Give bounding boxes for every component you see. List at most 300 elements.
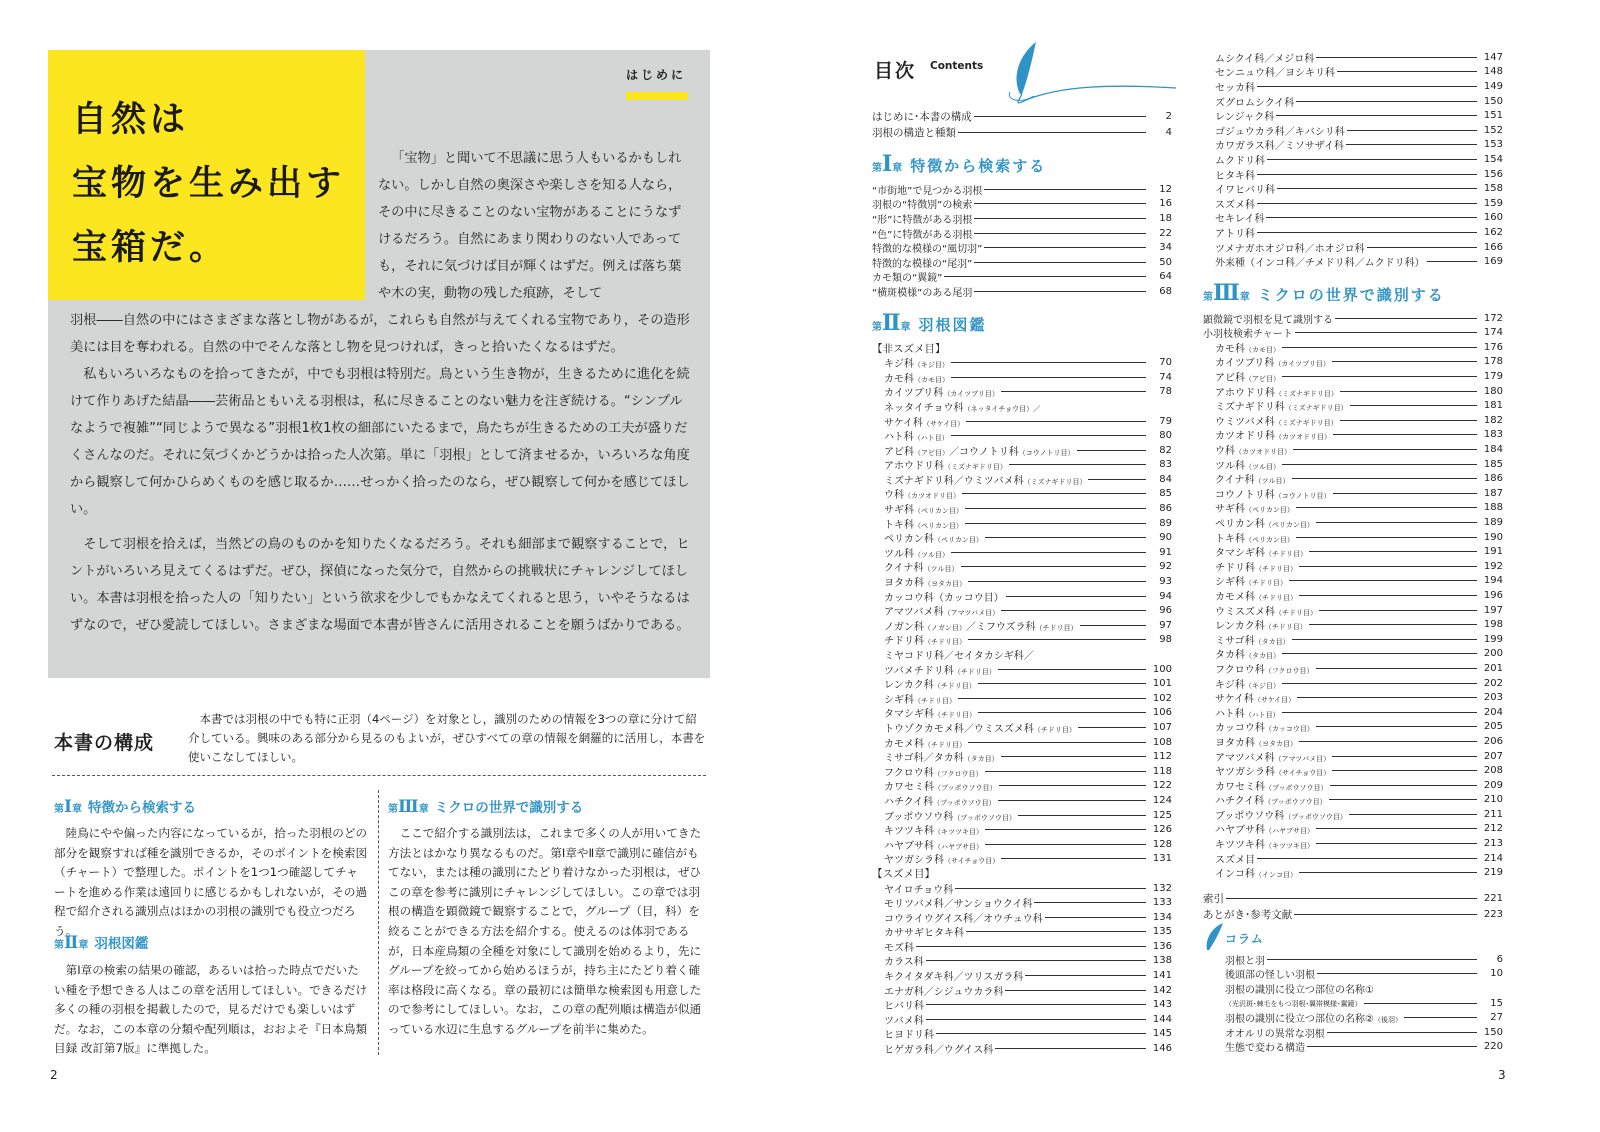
toc-entry-order: （キツツキ目） xyxy=(1265,842,1314,851)
toc-leader-line xyxy=(1307,1046,1477,1047)
toc-leader-line xyxy=(999,785,1146,786)
toc-entry-label: ハト科（ハト目） xyxy=(884,432,949,444)
toc-leader-line xyxy=(962,493,1146,494)
toc-chapter-heading xyxy=(872,146,1172,182)
chapter-title: 羽根図鑑 xyxy=(918,315,987,334)
toc-entry-page: 107 xyxy=(1152,721,1172,733)
toc-entry[interactable] xyxy=(872,385,1172,400)
toc-entry[interactable] xyxy=(1203,181,1503,196)
toc-entry-label: コウライウグイス科／オウチュウ科 xyxy=(884,913,1043,925)
toc-entry[interactable] xyxy=(872,574,1172,589)
toc-entry-order: （ペリカン目） xyxy=(1245,506,1294,515)
toc-leader-line xyxy=(1347,130,1477,131)
toc-entry-label: “色”に特徴がある羽根 xyxy=(872,229,973,241)
toc-entry-order: （サケイ目） xyxy=(922,419,965,428)
toc-entry[interactable] xyxy=(1203,720,1503,735)
toc-entry[interactable] xyxy=(1203,225,1503,240)
toc-entry[interactable] xyxy=(1203,906,1503,922)
toc-entry[interactable] xyxy=(872,662,1172,677)
toc-entry-page: 125 xyxy=(1152,809,1172,821)
section-tag-underline xyxy=(626,92,688,100)
toc-entry[interactable] xyxy=(1203,981,1503,996)
toc-entry-label: あとがき･参考文献 xyxy=(1203,908,1293,921)
toc-entry[interactable] xyxy=(872,939,1172,954)
toc-entry-order: （チドリ目） xyxy=(1255,593,1297,602)
toc-entry-order: （チドリ目） xyxy=(1035,623,1078,632)
toc-entry[interactable] xyxy=(872,925,1172,940)
toc-entry[interactable] xyxy=(1203,705,1503,720)
toc-entry[interactable] xyxy=(872,983,1172,998)
toc-entry-label: ネッタイチョウ科（ネッタイチョウ目）／ xyxy=(884,402,1041,414)
toc-entry[interactable] xyxy=(1203,442,1503,457)
toc-entry[interactable] xyxy=(1203,398,1503,413)
section-tag: はじめに xyxy=(626,68,687,82)
toc-entry[interactable] xyxy=(1203,890,1503,906)
toc-entry-page: 223 xyxy=(1483,908,1503,920)
toc-entry-page: 144 xyxy=(1152,1013,1172,1025)
toc-entry[interactable] xyxy=(872,779,1172,794)
toc-entry-order: （ミズナギドリ目） xyxy=(1023,477,1087,486)
toc-entry[interactable] xyxy=(872,910,1172,925)
chapter-suffix: 章 xyxy=(1239,291,1250,303)
toc-entry-label: カモ科（カモ目） xyxy=(1215,343,1280,355)
toc-entry[interactable] xyxy=(1203,676,1503,691)
toc-leader-line xyxy=(1427,261,1477,262)
toc-entry-order: （ブッポウソウ目） xyxy=(953,813,1016,822)
toc-entry[interactable] xyxy=(1203,196,1503,211)
toc-entry-page: 138 xyxy=(1152,955,1172,967)
toc-entry-order: （ツル目） xyxy=(914,550,949,559)
toc-entry[interactable] xyxy=(872,793,1172,808)
toc-leader-line xyxy=(1333,493,1478,494)
toc-entry[interactable] xyxy=(1203,369,1503,384)
toc-leader-line xyxy=(1330,785,1477,786)
toc-entry[interactable] xyxy=(872,270,1172,285)
toc-entry-page: 202 xyxy=(1483,677,1503,689)
toc-entry[interactable] xyxy=(872,1041,1172,1056)
toc-leader-line xyxy=(974,262,1146,263)
toc-entry[interactable] xyxy=(1203,311,1503,326)
toc-entry[interactable] xyxy=(1203,254,1503,269)
toc-entry-page: 154 xyxy=(1483,153,1503,165)
toc-entry-page: 34 xyxy=(1159,242,1172,254)
toc-entry[interactable] xyxy=(1203,501,1503,516)
toc-entry[interactable] xyxy=(1203,617,1503,632)
toc-entry[interactable] xyxy=(1203,559,1503,574)
toc-entry-order: （チドリ目） xyxy=(1033,725,1076,734)
toc-entry[interactable] xyxy=(872,487,1172,502)
toc-entry[interactable] xyxy=(872,895,1172,910)
toc-entry[interactable] xyxy=(1203,1040,1503,1055)
toc-entry-order: （カモ目） xyxy=(1245,345,1280,354)
toc-entry-label: シギ科（チドリ目） xyxy=(884,694,956,706)
toc-entry-label: 外来種（インコ科／チメドリ科／ムクドリ科） xyxy=(1215,258,1425,270)
toc-leader-line xyxy=(1277,188,1477,189)
toc-entry[interactable] xyxy=(872,1027,1172,1042)
toc-entry-page: 182 xyxy=(1483,414,1503,426)
toc-entry-page: 142 xyxy=(1152,984,1172,996)
toc-entry-order: （ブッポウソウ目） xyxy=(1265,783,1328,792)
toc-entry[interactable] xyxy=(872,472,1172,487)
toc-entry-page: 206 xyxy=(1483,735,1503,747)
toc-entry-order: （ハト目） xyxy=(1244,710,1280,719)
toc-entry-page: 210 xyxy=(1483,794,1503,806)
toc-entry-order: （ペリカン目） xyxy=(1264,521,1314,530)
toc-entry[interactable] xyxy=(1203,152,1503,167)
toc-leader-line xyxy=(965,523,1146,524)
toc-entry[interactable] xyxy=(872,197,1172,212)
toc-leader-line xyxy=(1335,318,1477,319)
toc-entry-page: 112 xyxy=(1152,751,1172,763)
toc-entry-label: モリツバメ科／サンショウクイ科 xyxy=(884,899,1033,911)
page-number-right: 3 xyxy=(1498,1068,1506,1082)
chapter-title: 特徴から検索する xyxy=(910,157,1047,175)
toc-entry-order: （ミズナギドリ目） xyxy=(1275,389,1338,398)
toc-entry[interactable] xyxy=(872,822,1172,837)
toc-entry[interactable] xyxy=(1203,778,1503,793)
toc-entry[interactable] xyxy=(872,530,1172,545)
toc-entry[interactable] xyxy=(1203,690,1503,705)
toc-leader-line xyxy=(995,1048,1146,1049)
toc-entry-page: 151 xyxy=(1483,110,1503,122)
toc-leader-line xyxy=(985,537,1146,538)
toc-entry[interactable] xyxy=(1203,1025,1503,1040)
toc-entry-label: ハチクイ科（ブッポウソウ目） xyxy=(1215,796,1327,808)
toc-entry[interactable] xyxy=(872,954,1172,969)
toc-entry-label: サギ科（ペリカン目） xyxy=(884,505,963,517)
toc-entry[interactable] xyxy=(872,603,1172,618)
toc-entry-order: （カモ目） xyxy=(914,375,949,384)
toc-entry-order: （サケイ目） xyxy=(1253,696,1296,705)
toc-entry[interactable] xyxy=(872,997,1172,1012)
toc-entry-label: セッカ科 xyxy=(1215,82,1255,94)
toc-entry-page: 10 xyxy=(1490,968,1503,980)
toc-entry[interactable] xyxy=(872,852,1172,867)
toc-entry-label: “市街地”で見つかる羽根 xyxy=(872,185,983,197)
toc-entry-page: 187 xyxy=(1483,487,1503,499)
toc-leader-line xyxy=(1045,917,1146,918)
toc-entry-label: 羽根の“特徴別”の検索 xyxy=(872,200,973,212)
toc-entry[interactable] xyxy=(872,414,1172,429)
toc-entry-page: 152 xyxy=(1483,124,1503,136)
toc-leader-line xyxy=(1316,726,1477,727)
toc-entry[interactable] xyxy=(1203,967,1503,982)
toc-entry[interactable] xyxy=(1203,240,1503,255)
toc-entry-label: 特徴的な模様の“風切羽” xyxy=(872,244,983,256)
toc-entry-label: ハト科（ハト目） xyxy=(1215,708,1280,720)
toc-subtitle: Contents xyxy=(930,60,984,72)
toc-entry[interactable] xyxy=(872,255,1172,270)
toc-entry[interactable] xyxy=(872,399,1172,414)
toc-entry-order: （アマツバメ目） xyxy=(943,609,1000,618)
toc-entry-label: カモ科（カモ目） xyxy=(884,373,949,385)
toc-entry-label: ムクドリ科 xyxy=(1215,155,1265,167)
toc-entry[interactable] xyxy=(1203,836,1503,851)
toc-entry-page: 93 xyxy=(1159,576,1172,588)
toc-entry-label: サケイ科（サケイ目） xyxy=(884,417,965,429)
toc-entry-page: 97 xyxy=(1159,619,1172,631)
toc-entry[interactable] xyxy=(872,647,1172,662)
toc-leader-line xyxy=(1006,596,1146,597)
toc-entry[interactable] xyxy=(1203,574,1503,589)
toc-leader-line xyxy=(998,669,1146,670)
toc-entry[interactable] xyxy=(1203,530,1503,545)
toc-entry-order: （サイチョウ目） xyxy=(1275,769,1331,778)
chapter-number: Ⅱ xyxy=(882,309,901,336)
toc-entry-label: タカ科（タカ目） xyxy=(1215,650,1280,662)
toc-entry-label: ペリカン科（ペリカン目） xyxy=(884,534,983,546)
toc-entry[interactable] xyxy=(1203,457,1503,472)
toc-entry[interactable] xyxy=(872,618,1172,633)
chapter-suffix: 章 xyxy=(900,321,911,333)
toc-entry-page: 143 xyxy=(1152,999,1172,1011)
toc-entry-page: 150 xyxy=(1483,95,1503,107)
toc-leader-line xyxy=(1294,914,1477,915)
toc-entry-label: ムシクイ科／メジロ科 xyxy=(1215,53,1315,65)
toc-entry[interactable] xyxy=(872,749,1172,764)
toc-entry-order: （チドリ目） xyxy=(914,696,956,705)
toc-entry[interactable] xyxy=(872,706,1172,721)
toc-entry-page: 158 xyxy=(1483,183,1503,195)
toc-entry-label: ツバメ科 xyxy=(884,1015,924,1027)
toc-entry[interactable] xyxy=(872,866,1172,881)
toc-entry-label: 【非スズメ目】 xyxy=(872,342,946,355)
toc-entry[interactable] xyxy=(872,735,1172,750)
toc-entry[interactable] xyxy=(1203,428,1503,443)
toc-entry[interactable] xyxy=(1203,851,1503,866)
toc-entry[interactable] xyxy=(872,764,1172,779)
toc-entry[interactable] xyxy=(872,226,1172,241)
toc-entry-order: （カツオドリ目） xyxy=(904,492,960,501)
toc-leader-line xyxy=(1346,144,1477,145)
toc-entry[interactable] xyxy=(1203,167,1503,182)
toc-entry[interactable] xyxy=(1203,79,1503,94)
toc-entry-page: 79 xyxy=(1159,415,1172,427)
toc-entry-page: 205 xyxy=(1483,721,1503,733)
toc-leader-line xyxy=(1001,858,1146,859)
toc-entry-label: ミサゴ科（タカ目） xyxy=(1215,635,1290,647)
toc-entry-page: 188 xyxy=(1483,502,1503,514)
toc-entry[interactable] xyxy=(1203,413,1503,428)
toc-entry-label: ハヤブサ科（ハヤブサ目） xyxy=(1215,825,1314,837)
toc-entry[interactable] xyxy=(1203,632,1503,647)
toc-entry[interactable] xyxy=(1203,865,1503,880)
toc-entry-label: カモメ科（チドリ目） xyxy=(884,738,966,750)
toc-entry[interactable] xyxy=(1203,471,1503,486)
toc-entry[interactable] xyxy=(1203,807,1503,822)
toc-entry[interactable] xyxy=(872,182,1172,197)
toc-entry[interactable] xyxy=(1203,486,1503,501)
toc-entry-page: 91 xyxy=(1159,546,1172,558)
chapter-prefix: 第 xyxy=(872,163,882,174)
toc-leader-line xyxy=(1088,479,1146,480)
toc-entry-page: 136 xyxy=(1152,940,1172,952)
toc-entry[interactable] xyxy=(1203,1010,1503,1025)
toc-entry-order: （チドリ目） xyxy=(1245,579,1287,588)
toc-entry[interactable] xyxy=(1203,108,1503,123)
toc-leader-line xyxy=(1267,159,1477,160)
toc-leader-line xyxy=(1292,639,1477,640)
intro-body xyxy=(70,307,690,639)
toc-entry-page: 86 xyxy=(1159,503,1172,515)
toc-entry[interactable] xyxy=(872,355,1172,370)
toc-entry[interactable] xyxy=(872,545,1172,560)
toc-entry-label: ヒタキ科 xyxy=(1215,170,1255,182)
toc-entry[interactable] xyxy=(872,370,1172,385)
toc-entry-label: キジ科（キジ目） xyxy=(1215,679,1280,691)
toc-entry[interactable] xyxy=(1203,603,1503,618)
toc-entry-page: 147 xyxy=(1483,51,1503,63)
toc-entry[interactable] xyxy=(872,808,1172,823)
toc-entry-page: 126 xyxy=(1152,824,1172,836)
toc-entry[interactable] xyxy=(872,458,1172,473)
toc-entry[interactable] xyxy=(1203,952,1503,967)
toc-entry-order: （ミズナギドリ目） xyxy=(1274,418,1338,427)
toc-entry[interactable] xyxy=(872,589,1172,604)
toc-entry-label: クイナ科（ツル目） xyxy=(884,563,959,575)
toc-leader-line xyxy=(951,377,1146,378)
toc-entry-page: 191 xyxy=(1483,546,1503,558)
toc-entry-page: 199 xyxy=(1483,633,1503,645)
toc-entry[interactable] xyxy=(872,428,1172,443)
toc-entry[interactable] xyxy=(1203,793,1503,808)
toc-leader-line xyxy=(1316,668,1478,669)
toc-entry-order: （カツオドリ目） xyxy=(1235,448,1291,457)
toc-entry-label: カワセミ科（ブッポウソウ目） xyxy=(884,782,997,794)
toc-entry[interactable] xyxy=(1203,211,1503,226)
toc-entry[interactable] xyxy=(1203,355,1503,370)
toc-entry[interactable] xyxy=(872,633,1172,648)
toc-entry[interactable] xyxy=(1203,544,1503,559)
toc-entry-order: （ヨタカ目） xyxy=(924,580,966,589)
toc-entry-order: （ミズナギドリ目） xyxy=(1284,404,1348,413)
toc-entry-label: ツル科（ツル目） xyxy=(1215,460,1280,472)
toc-entry[interactable] xyxy=(1203,94,1503,109)
toc-entry-label: モズ科 xyxy=(884,942,914,954)
toc-entry-order: （ブッポウソウ目） xyxy=(1284,812,1347,821)
toc-entry-order: （ペリカン目） xyxy=(914,507,963,516)
toc-entry[interactable] xyxy=(872,124,1172,140)
toc-entry[interactable] xyxy=(1203,65,1503,80)
toc-entry[interactable] xyxy=(872,676,1172,691)
toc-entry[interactable] xyxy=(872,968,1172,983)
toc-entry-order: （後羽） xyxy=(1373,1016,1402,1025)
toc-entry-order: （カッコウ目） xyxy=(1264,725,1314,734)
toc-leader-line xyxy=(985,844,1146,845)
toc-entry[interactable] xyxy=(872,443,1172,458)
toc-leader-line xyxy=(1257,174,1477,175)
toc-entry[interactable] xyxy=(872,720,1172,735)
toc-entry[interactable] xyxy=(872,341,1172,356)
toc-entry-order: （ペリカン目） xyxy=(1245,535,1294,544)
toc-leader-line xyxy=(998,800,1146,801)
toc-entry-label: ブッポウソウ科（ブッポウソウ目） xyxy=(884,811,1016,823)
toc-entry[interactable] xyxy=(1203,384,1503,399)
toc-leader-line xyxy=(968,742,1146,743)
toc-entry-page: 122 xyxy=(1152,780,1172,792)
toc-leader-line xyxy=(1077,450,1147,451)
toc-leader-line xyxy=(985,829,1146,830)
toc-entry-page: 198 xyxy=(1483,619,1503,631)
toc-entry[interactable] xyxy=(1203,340,1503,355)
toc-entry[interactable] xyxy=(1203,996,1503,1011)
toc-entry[interactable] xyxy=(1203,50,1503,65)
toc-leader-line xyxy=(1001,756,1146,757)
toc-entry-label: カツオドリ科（カツオドリ目） xyxy=(1215,431,1331,443)
toc-entry-order: （カイツブリ目） xyxy=(1274,360,1330,369)
toc-entry[interactable] xyxy=(872,837,1172,852)
toc-entry[interactable] xyxy=(872,560,1172,575)
toc-entry-label: ハチクイ科（ブッポウソウ目） xyxy=(884,796,996,808)
toc-entry[interactable] xyxy=(1203,822,1503,837)
toc-entry[interactable] xyxy=(1203,763,1503,778)
intro-paragraph: そして羽根を拾えば，当然どの鳥のものかを知りたくなるだろう。それも細部まで観察することで，ヒントがいろいろ見えてくるはずだ。ぜひ，探偵になった気分で，自然からの挑戦状にチャレンジしてほしい。本書は羽根を拾った人の「知りたい」という欲求を少しでもかなえてくれると思う，いやそうなるはずなので，ぜひ愛読してほしい。さまざまな場面で本書が皆さんに活用されることを願うばかりである。 xyxy=(70,537,690,633)
toc-entry[interactable] xyxy=(872,284,1172,299)
toc-entry[interactable] xyxy=(872,691,1172,706)
toc-entry-label: コウノトリ科（コウノトリ目） xyxy=(1215,489,1331,501)
toc-leader-line xyxy=(978,712,1146,713)
toc-entry-order: （チドリ目） xyxy=(953,667,996,676)
toc-leader-line xyxy=(1018,815,1146,816)
toc-leader-line xyxy=(961,566,1147,567)
toc-entry[interactable] xyxy=(1203,661,1503,676)
toc-entry-page: 80 xyxy=(1159,430,1172,442)
toc-entry-label: ハヤブサ科（ハヤブサ目） xyxy=(884,840,983,852)
toc-entry[interactable] xyxy=(872,211,1172,226)
toc-entry-label xyxy=(1203,998,1362,1009)
toc-entry[interactable] xyxy=(872,501,1172,516)
toc-leader-line xyxy=(1078,727,1146,728)
toc-entry-label: ミズナギドリ科（ミズナギドリ目） xyxy=(1215,402,1348,414)
toc-entry-page: 194 xyxy=(1483,575,1503,587)
toc-entry-page: 197 xyxy=(1483,604,1503,616)
toc-entry-page: 133 xyxy=(1152,897,1172,909)
toc-leader-line xyxy=(968,581,1146,582)
toc-leader-line xyxy=(1282,464,1477,465)
toc-leader-line xyxy=(1257,232,1477,233)
toc-entry[interactable] xyxy=(1203,515,1503,530)
toc-leader-line xyxy=(978,683,1146,684)
toc-entry-page: 204 xyxy=(1483,706,1503,718)
chapter-suffix: 章 xyxy=(892,163,903,174)
toc-entry[interactable] xyxy=(1203,138,1503,153)
toc-entry-page: 98 xyxy=(1159,634,1172,646)
toc-leader-line xyxy=(1404,1017,1477,1018)
toc-entry[interactable] xyxy=(1203,749,1503,764)
toc-entry-label: アビ科（アビ目）／コウノトリ科（コウノトリ目） xyxy=(884,446,1075,458)
toc-entry[interactable] xyxy=(1203,734,1503,749)
toc-entry[interactable] xyxy=(1203,647,1503,662)
toc-column-left xyxy=(872,108,1172,1056)
toc-entry[interactable] xyxy=(872,240,1172,255)
toc-entry-page: 74 xyxy=(1159,371,1172,383)
chapter-3-heading: 第Ⅲ章 ミクロの世界で識別する xyxy=(388,797,584,817)
toc-leader-line xyxy=(1367,247,1477,248)
toc-leader-line xyxy=(926,1019,1146,1020)
toc-entry[interactable] xyxy=(1203,588,1503,603)
toc-entry-order: （コウノトリ目） xyxy=(1274,491,1331,500)
toc-leader-line xyxy=(974,291,1146,292)
toc-entry[interactable] xyxy=(1203,123,1503,138)
toc-entry-order: （カツオドリ目） xyxy=(1275,433,1331,442)
toc-entry[interactable] xyxy=(872,516,1172,531)
toc-entry[interactable] xyxy=(872,108,1172,124)
toc-entry[interactable] xyxy=(872,1012,1172,1027)
intro-paragraph: 私もいろいろなものを拾ってきたが，中でも羽根は特別だ。鳥という生き物が，生きるために進化を続けて作りあげた結晶――芸術品ともいえる羽根は，私に尽きることのない魅力を注ぎ続ける。“シンプルなようで複雑”“同じようで異なる”羽根1枚1枚の細部にいたるまで，鳥たちが生きるための工夫が盛りだくさんなのだ。それに気づくかどうかは拾った人次第。単に「羽根」として済ませるか，いろいろな角度から観察して何かひらめくものを感じ取るか……せっかく拾ったのなら，ぜひ観察して何かを感じてほしい。 xyxy=(70,367,690,517)
toc-entry-page: 214 xyxy=(1483,852,1503,864)
toc-entry[interactable] xyxy=(1203,326,1503,341)
toc-entry[interactable] xyxy=(872,881,1172,896)
